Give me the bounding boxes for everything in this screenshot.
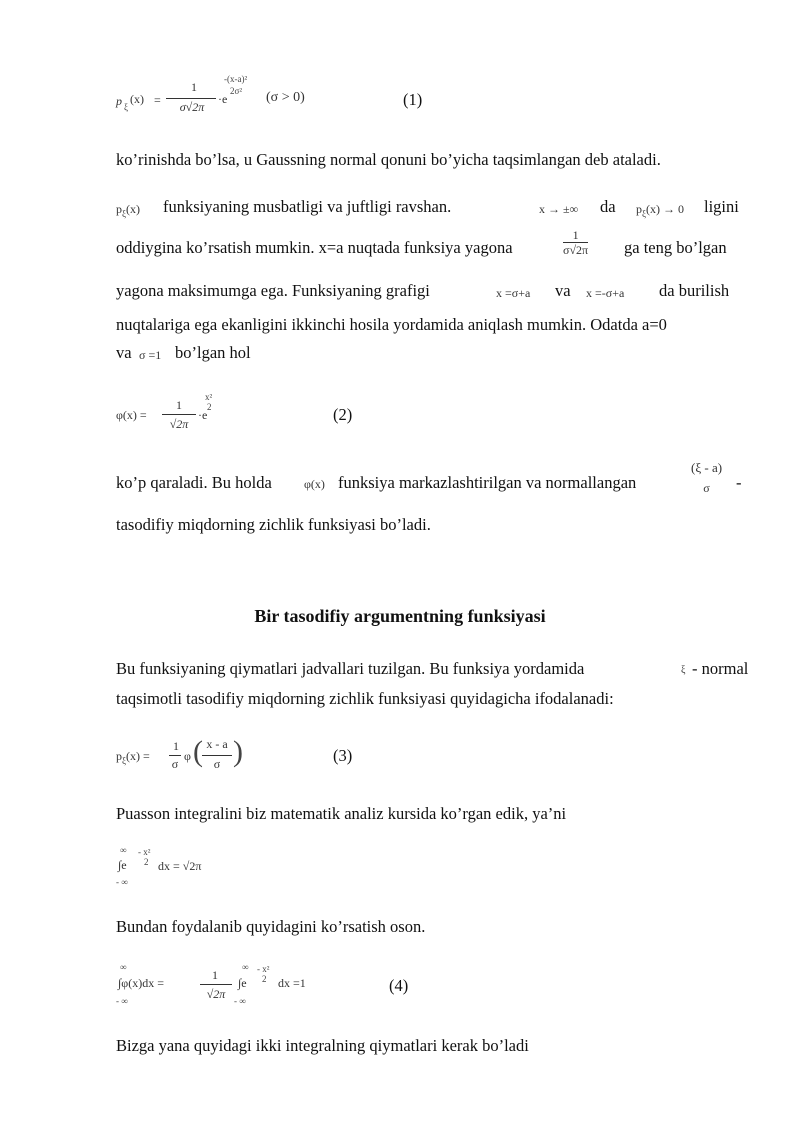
formula-4-integrand: ∫e — [238, 976, 247, 990]
formula-1-eq: = — [154, 93, 161, 107]
text-segment: funksiyaning musbatligi va juftligi ravshan. — [163, 197, 452, 216]
formula-4-lower-limit-2: - ∞ — [234, 996, 246, 1006]
math-p-xi-to-zero: $p_\xi(x) \to 0$ — [636, 202, 685, 219]
math-phi-x: φ(x) — [304, 477, 325, 491]
math-x-eq-minus-sigma-plus-a: x =-σ+a — [586, 286, 625, 300]
formula-1-exp-den: 2σ² — [230, 86, 243, 96]
text-segment: - — [736, 473, 742, 492]
formula-1-num: 1 — [191, 80, 197, 94]
formula-3-left-paren: ( — [193, 735, 203, 768]
formula-1-condition: (σ > 0) — [266, 90, 305, 105]
formula-2-exp-num: x² — [205, 392, 213, 402]
formula-3-coef-num: 1 — [173, 739, 179, 753]
formula-3-lhs: $p_\xi(x)$ = — [116, 749, 150, 766]
poisson-exp-den: 2 — [144, 857, 149, 867]
formula-4-rhs: dx =1 — [278, 976, 306, 990]
formula-4-lower-limit: - ∞ — [116, 996, 128, 1006]
text-segment: ko’p qaraladi. Bu holda — [116, 473, 272, 492]
text-segment: ligini — [704, 197, 739, 216]
formula-3-coef-den: σ — [171, 757, 179, 771]
formula-3-arg-num: x - a — [206, 737, 228, 751]
formula-3-arg-den: σ — [213, 757, 221, 771]
math-x-eq-sigma-plus-a: x =σ+a — [496, 286, 531, 300]
formula-1-lhs-arg: (x) — [130, 92, 144, 106]
formula-2-exp-den: 2 — [207, 402, 212, 412]
text-segment: da burilish — [659, 281, 730, 300]
poisson-upper-limit: ∞ — [120, 845, 127, 855]
formula-3-right-paren: ) — [233, 735, 243, 768]
paragraph-2-line-2: tasodifiy miqdorning zichlik funksiyasi bo’ladi. — [116, 515, 431, 534]
paragraph-6: Bizga yana quyidagi ikki integralning qiymatlari kerak bo’ladi — [116, 1036, 529, 1055]
formula-2 — [116, 390, 236, 440]
formula-2-fraction-bar — [162, 414, 196, 415]
formula-poisson-integral — [116, 843, 246, 889]
paragraph-3-line-2: taqsimotli tasodifiy miqdorning zichlik funksiyasi quyidagicha ifodalanadi: — [116, 689, 614, 708]
text-segment: bo’lgan hol — [175, 343, 251, 362]
math-p-xi-x: $p_\xi(x)$ — [116, 202, 141, 219]
equation-number-2: (2) — [333, 405, 353, 424]
formula-2-num: 1 — [176, 398, 182, 412]
formula-4-exp-num: - x² — [257, 964, 270, 974]
text-segment: ga teng bo’lgan — [624, 238, 727, 257]
section-heading: Bir tasodifiy argumentning funksiyasi — [254, 606, 546, 626]
paragraph-5: Bundan foydalanib quyidagini ko’rsatish oson. — [116, 917, 426, 936]
poisson-lower-limit: - ∞ — [116, 877, 128, 887]
text-segment: va — [555, 281, 571, 300]
formula-3-phi: φ — [184, 749, 191, 763]
formula-1 — [116, 76, 446, 124]
formula-2-den: √2π — [169, 417, 189, 431]
equation-number-1: (1) — [403, 90, 423, 109]
math-xi: ξ — [681, 665, 686, 676]
poisson-rhs: dx = √2π — [158, 859, 202, 873]
paragraph-1-line-1: ko’rinishda bo’lsa, u Gaussning normal qonuni bo’yicha taqsimlangan deb ataladi. — [116, 150, 661, 169]
text-segment: va — [116, 343, 132, 362]
formula-4 — [116, 960, 346, 1010]
formula-1-exp-num: -(x-a)² — [224, 74, 248, 84]
formula-1-lhs: p — [116, 94, 122, 108]
equation-number-4: (4) — [389, 976, 409, 995]
poisson-exp-num: - x² — [138, 847, 151, 857]
formula-4-upper-limit: ∞ — [120, 962, 127, 972]
formula-4-fraction-bar — [200, 984, 232, 985]
text-segment: oddiygina ko’rsatish mumkin. x=a nuqtada funksiya yagona — [116, 238, 513, 257]
math-sigma-eq-1: σ =1 — [139, 348, 162, 362]
formula-3 — [116, 733, 246, 777]
math-fraction-xi-minus-a-over-sigma: (ξ - a) σ — [691, 460, 723, 495]
formula-2-lhs: φ(x) = — [116, 408, 147, 422]
equation-number-3: (3) — [333, 746, 353, 765]
formula-3-arg-bar — [202, 755, 232, 756]
formula-4-exp-den: 2 — [262, 974, 267, 984]
text-segment: da — [600, 197, 616, 216]
text-segment: - normal — [692, 659, 749, 678]
formula-4-upper-limit-2: ∞ — [242, 962, 249, 972]
formula-1-lhs-sub: ξ — [124, 102, 129, 112]
poisson-integrand: ∫e — [118, 858, 127, 872]
paragraph-4: Puasson integralini biz matematik analiz kursida ko’rgan edik, ya’ni — [116, 804, 567, 823]
formula-1-exp-base: ·e — [218, 92, 228, 106]
text-segment: yagona maksimumga ega. Funksiyaning grafigi — [116, 281, 430, 300]
formula-4-lhs: ∫φ(x)dx = — [118, 976, 164, 990]
formula-2-exp-base: ·e — [198, 408, 208, 422]
math-fraction-1-over-sigma-sqrt2pi: $\frac{1}{\sigma√2\pi}$ — [563, 228, 589, 257]
formula-4-num: 1 — [212, 968, 218, 982]
formula-1-fraction-bar — [166, 98, 216, 99]
formula-4-den: √2π — [206, 987, 226, 1001]
formula-3-coef-bar — [169, 755, 181, 756]
text-segment: funksiya markazlashtirilgan va normallangan — [338, 473, 637, 492]
formula-1-den: σ√2π — [179, 100, 205, 114]
math-x-to-inf: x → ±∞ — [539, 202, 579, 216]
paragraph-1-line-5: nuqtalariga ega ekanligini ikkinchi hosila yordamida aniqlash mumkin. Odatda a=0 — [116, 315, 667, 334]
text-segment: Bu funksiyaning qiymatlari jadvallari tuzilgan. Bu funksiya yordamida — [116, 659, 585, 678]
